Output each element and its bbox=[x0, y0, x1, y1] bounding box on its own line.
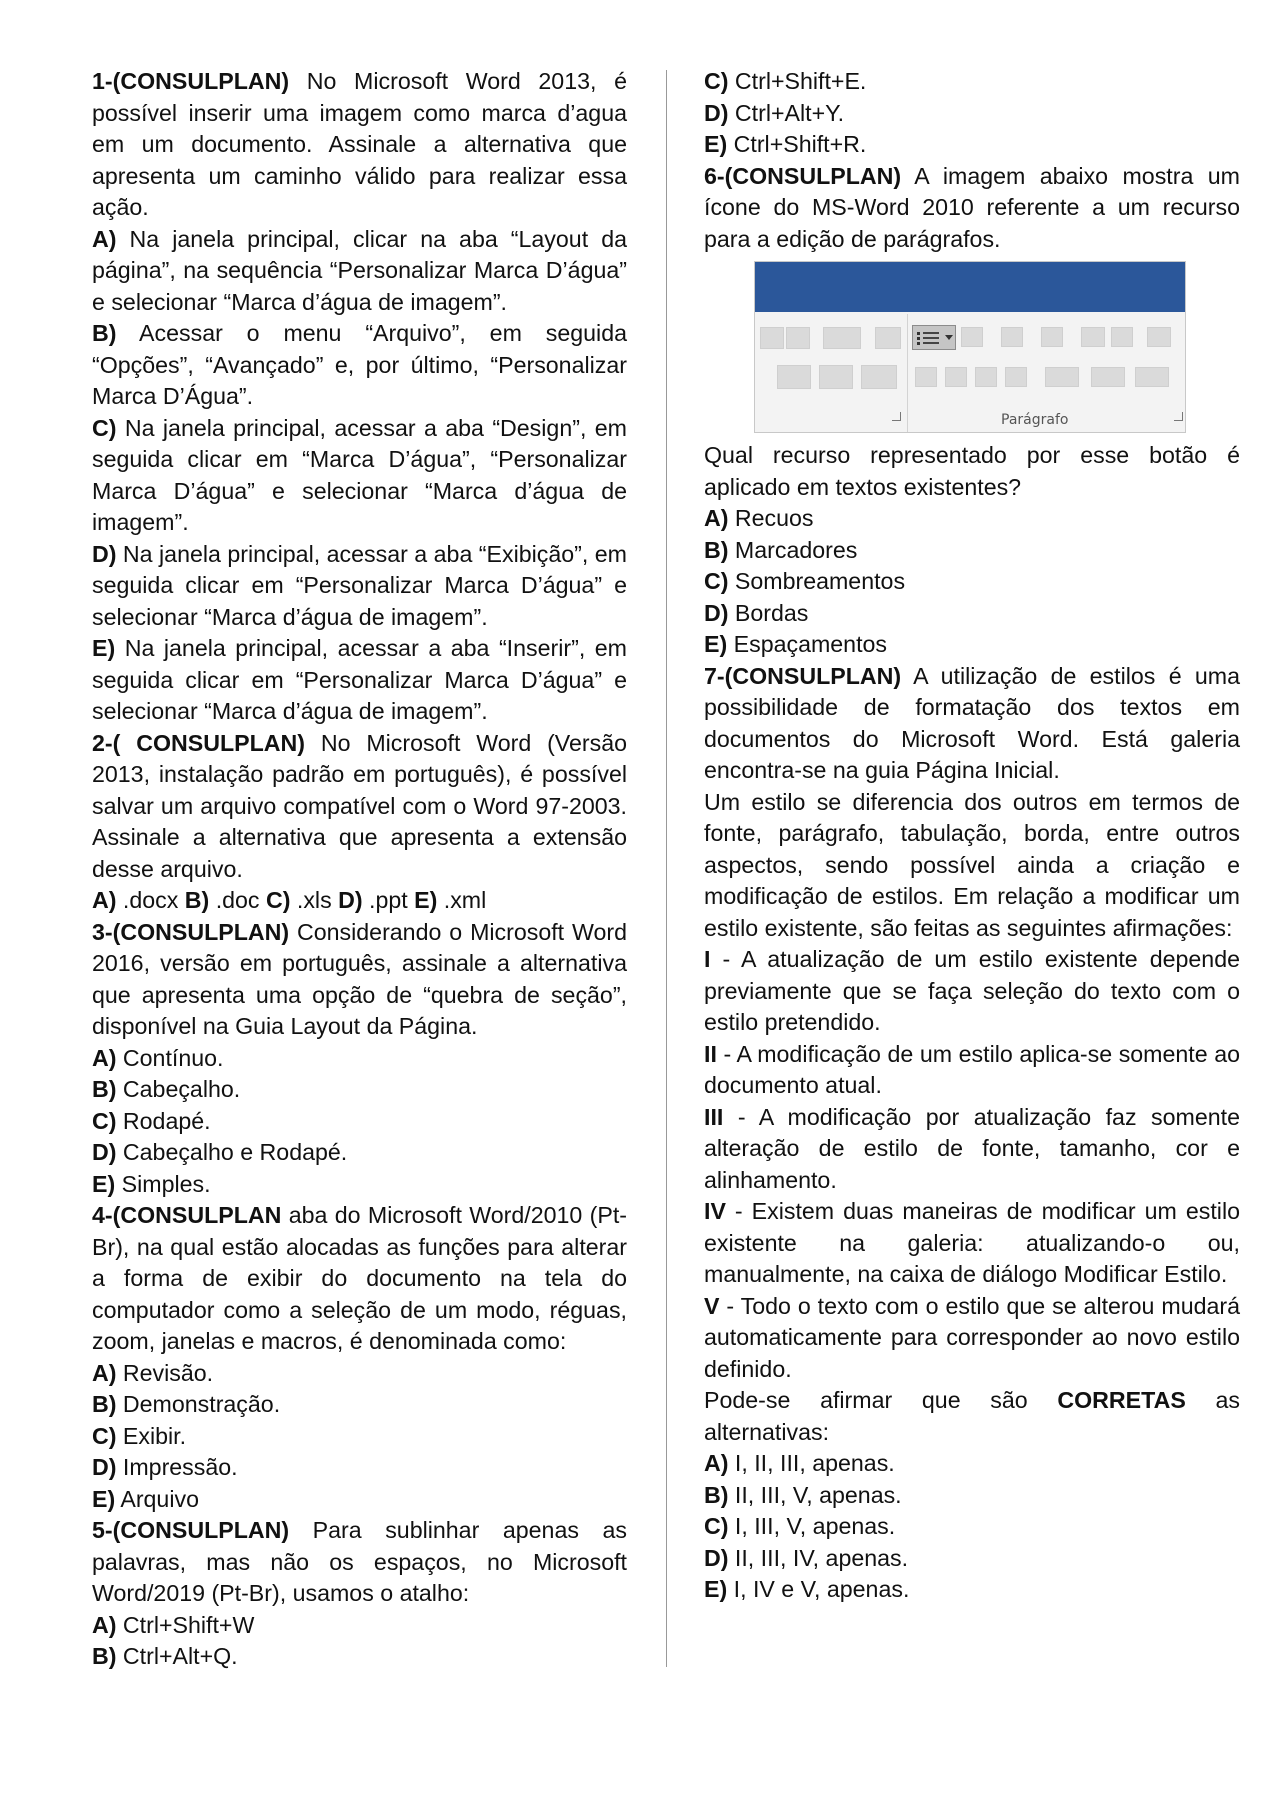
option-4c: C) Exibir. bbox=[92, 1422, 187, 1449]
option-7e: E) I, IV e V, apenas. bbox=[704, 1576, 910, 1602]
ribbon-button bbox=[1001, 327, 1023, 347]
ribbon-button bbox=[961, 327, 983, 347]
option-1c: C) Na janela principal, acessar a aba “Design”, em seguida clicar em “Marca D’água”, “Personalizar Marca D’água” e selecionar “Marca d’água de imagem”. bbox=[92, 414, 627, 535]
option-7c: C) I, III, V, apenas. bbox=[704, 1513, 896, 1539]
bullets-icon bbox=[912, 325, 956, 350]
option-6e: E) Espaçamentos bbox=[704, 631, 888, 657]
ribbon-button bbox=[760, 327, 784, 349]
ribbon-button bbox=[823, 327, 861, 349]
ribbon-separator bbox=[907, 314, 908, 432]
ribbon-button bbox=[1135, 367, 1169, 387]
question-6: 6-(CONSULPLAN) A imagem abaixo mostra um ícone do MS-Word 2010 referente a um recurso para a edição de parágrafos. bbox=[704, 162, 1240, 252]
ribbon-button bbox=[1081, 327, 1105, 347]
question-2: 2-( CONSULPLAN) No Microsoft Word (Versão 2013, instalação padrão em português), é possível salvar um arquivo compatível com o Word 97-2003. Assinale a alternativa que apresenta a extensão desse arquivo. bbox=[92, 729, 627, 882]
column-divider bbox=[666, 70, 667, 1667]
question-1: 1-(CONSULPLAN) No Microsoft Word 2013, é possível inserir uma imagem como marca d’agua em um documento. Assinale a alternativa que apresenta um caminho válido para realizar essa ação. bbox=[92, 68, 627, 220]
statement-i: I - A atualização de um estilo existente depende previamente que se faça seleção do texto com o estilo pretendido. bbox=[704, 946, 1240, 1035]
option-3d: D) Cabeçalho e Rodapé. bbox=[92, 1139, 348, 1165]
option-6a: A) Recuos bbox=[704, 505, 814, 531]
option-1a: A) Na janela principal, clicar na aba “Layout da página”, na sequência “Personalizar Marca D’água” e selecionar “Marca d’água de imagem”. bbox=[92, 225, 627, 315]
option-4e: E) Arquivo bbox=[92, 1485, 199, 1512]
right-column bbox=[704, 66, 1240, 1606]
ribbon-button bbox=[777, 365, 811, 389]
ribbon-button bbox=[1045, 367, 1079, 387]
option-3e: E) Simples. bbox=[92, 1170, 211, 1197]
options-2: A) .docx B) .doc C) .xls D) .ppt E) .xml bbox=[92, 887, 487, 913]
option-4b: B) Demonstração. bbox=[92, 1391, 281, 1417]
ribbon-title-bar bbox=[755, 262, 1185, 312]
option-5d: D) Ctrl+Alt+Y. bbox=[704, 99, 845, 126]
ribbon-button bbox=[1147, 327, 1171, 347]
option-5a: A) Ctrl+Shift+W bbox=[92, 1611, 255, 1638]
question-5: 5-(CONSULPLAN) Para sublinhar apenas as palavras, mas não os espaços, no Microsoft Word/2019 (Pt-Br), usamos o atalho: bbox=[92, 1517, 627, 1606]
question-7: 7-(CONSULPLAN) A utilização de estilos é uma possibilidade de formatação dos textos em documentos do Microsoft Word. Está galeria encontra-se na guia Página Inicial. bbox=[704, 662, 1240, 783]
option-7d: D) II, III, IV, apenas. bbox=[704, 1544, 909, 1571]
statement-iv: IV - Existem duas maneiras de modificar um estilo existente na galeria: atualizando-o ou, manualmente, na caixa de diálogo Modificar Estilo. bbox=[704, 1198, 1240, 1287]
option-6b: B) Marcadores bbox=[704, 536, 858, 563]
option-4a: A) Revisão. bbox=[92, 1359, 214, 1386]
option-5e: E) Ctrl+Shift+R. bbox=[704, 131, 867, 157]
option-1e: E) Na janela principal, acessar a aba “Inserir”, em seguida clicar em “Personalizar Marca D’água” e selecionar “Marca d’água de imagem”. bbox=[92, 635, 627, 724]
question-6-ask: Qual recurso representado por esse botão é aplicado em textos existentes? bbox=[704, 442, 1240, 500]
option-6d: D) Bordas bbox=[704, 599, 809, 626]
question-3: 3-(CONSULPLAN) Considerando o Microsoft Word 2016, versão em português, assinale a alternativa que apresenta uma opção de “quebra de seção”, disponível na Guia Layout da Página. bbox=[92, 918, 627, 1039]
ribbon-button bbox=[819, 365, 853, 389]
option-7a: A) I, II, III, apenas. bbox=[704, 1450, 895, 1476]
option-3b: B) Cabeçalho. bbox=[92, 1076, 241, 1102]
option-5c: C) Ctrl+Shift+E. bbox=[704, 68, 867, 94]
option-1b: B) Acessar o menu “Arquivo”, em seguida “Opções”, “Avançado” e, por último, “Personalizar Marca D’Água”. bbox=[92, 320, 627, 409]
option-1d: D) Na janela principal, acessar a aba “Exibição”, em seguida clicar em “Personalizar Marca D’água” e selecionar “Marca d’água de imagem”. bbox=[92, 540, 627, 630]
question-4: 4-(CONSULPLAN aba do Microsoft Word/2010 (Pt-Br), na qual estão alocadas as funções para alterar a forma de exibir do documento na tela do computador como a seleção de um modo, réguas, zoom, janelas e macros, é denominada como: bbox=[92, 1202, 627, 1354]
option-3c: C) Rodapé. bbox=[92, 1107, 211, 1134]
option-3a: A) Contínuo. bbox=[92, 1044, 224, 1071]
ribbon-button bbox=[945, 367, 967, 387]
question-7-ask: Pode-se afirmar que são CORRETAS as alternativas: bbox=[704, 1387, 1240, 1445]
ribbon-group-label: Parágrafo bbox=[1001, 412, 1069, 428]
ribbon-button bbox=[875, 327, 901, 349]
statement-ii: II - A modificação de um estilo aplica-se somente ao documento atual. bbox=[704, 1040, 1240, 1098]
ribbon-button bbox=[1041, 327, 1063, 347]
dialog-launcher-icon bbox=[892, 412, 901, 421]
option-6c: C) Sombreamentos bbox=[704, 568, 906, 594]
option-5b: B) Ctrl+Alt+Q. bbox=[92, 1643, 238, 1669]
ribbon-button bbox=[861, 365, 897, 389]
ribbon-button bbox=[786, 327, 810, 349]
ribbon-button bbox=[915, 367, 937, 387]
option-7b: B) II, III, V, apenas. bbox=[704, 1481, 902, 1508]
statement-iii: III - A modificação por atualização faz somente alteração de estilo de fonte, tamanho, cor e alinhamento. bbox=[704, 1103, 1240, 1193]
question-7-text: Um estilo se diferencia dos outros em termos de fonte, parágrafo, tabulação, borda, entre outros aspectos, sendo possível ainda a criação e modificação de estilos. Em relação a modificar um estilo existente, são feitas as seguintes afirmações: bbox=[704, 788, 1240, 941]
option-4d: D) Impressão. bbox=[92, 1454, 238, 1480]
ribbon-button bbox=[975, 367, 997, 387]
statement-v: V - Todo o texto com o estilo que se alterou mudará automaticamente para corresponder ao novo estilo definido. bbox=[704, 1292, 1240, 1382]
ribbon-button bbox=[1005, 367, 1027, 387]
ribbon-button bbox=[1111, 327, 1133, 347]
dialog-launcher-icon bbox=[1174, 412, 1183, 421]
left-column bbox=[92, 66, 627, 1673]
paragraph-ribbon-image bbox=[754, 261, 1186, 433]
ribbon-button bbox=[1091, 367, 1125, 387]
